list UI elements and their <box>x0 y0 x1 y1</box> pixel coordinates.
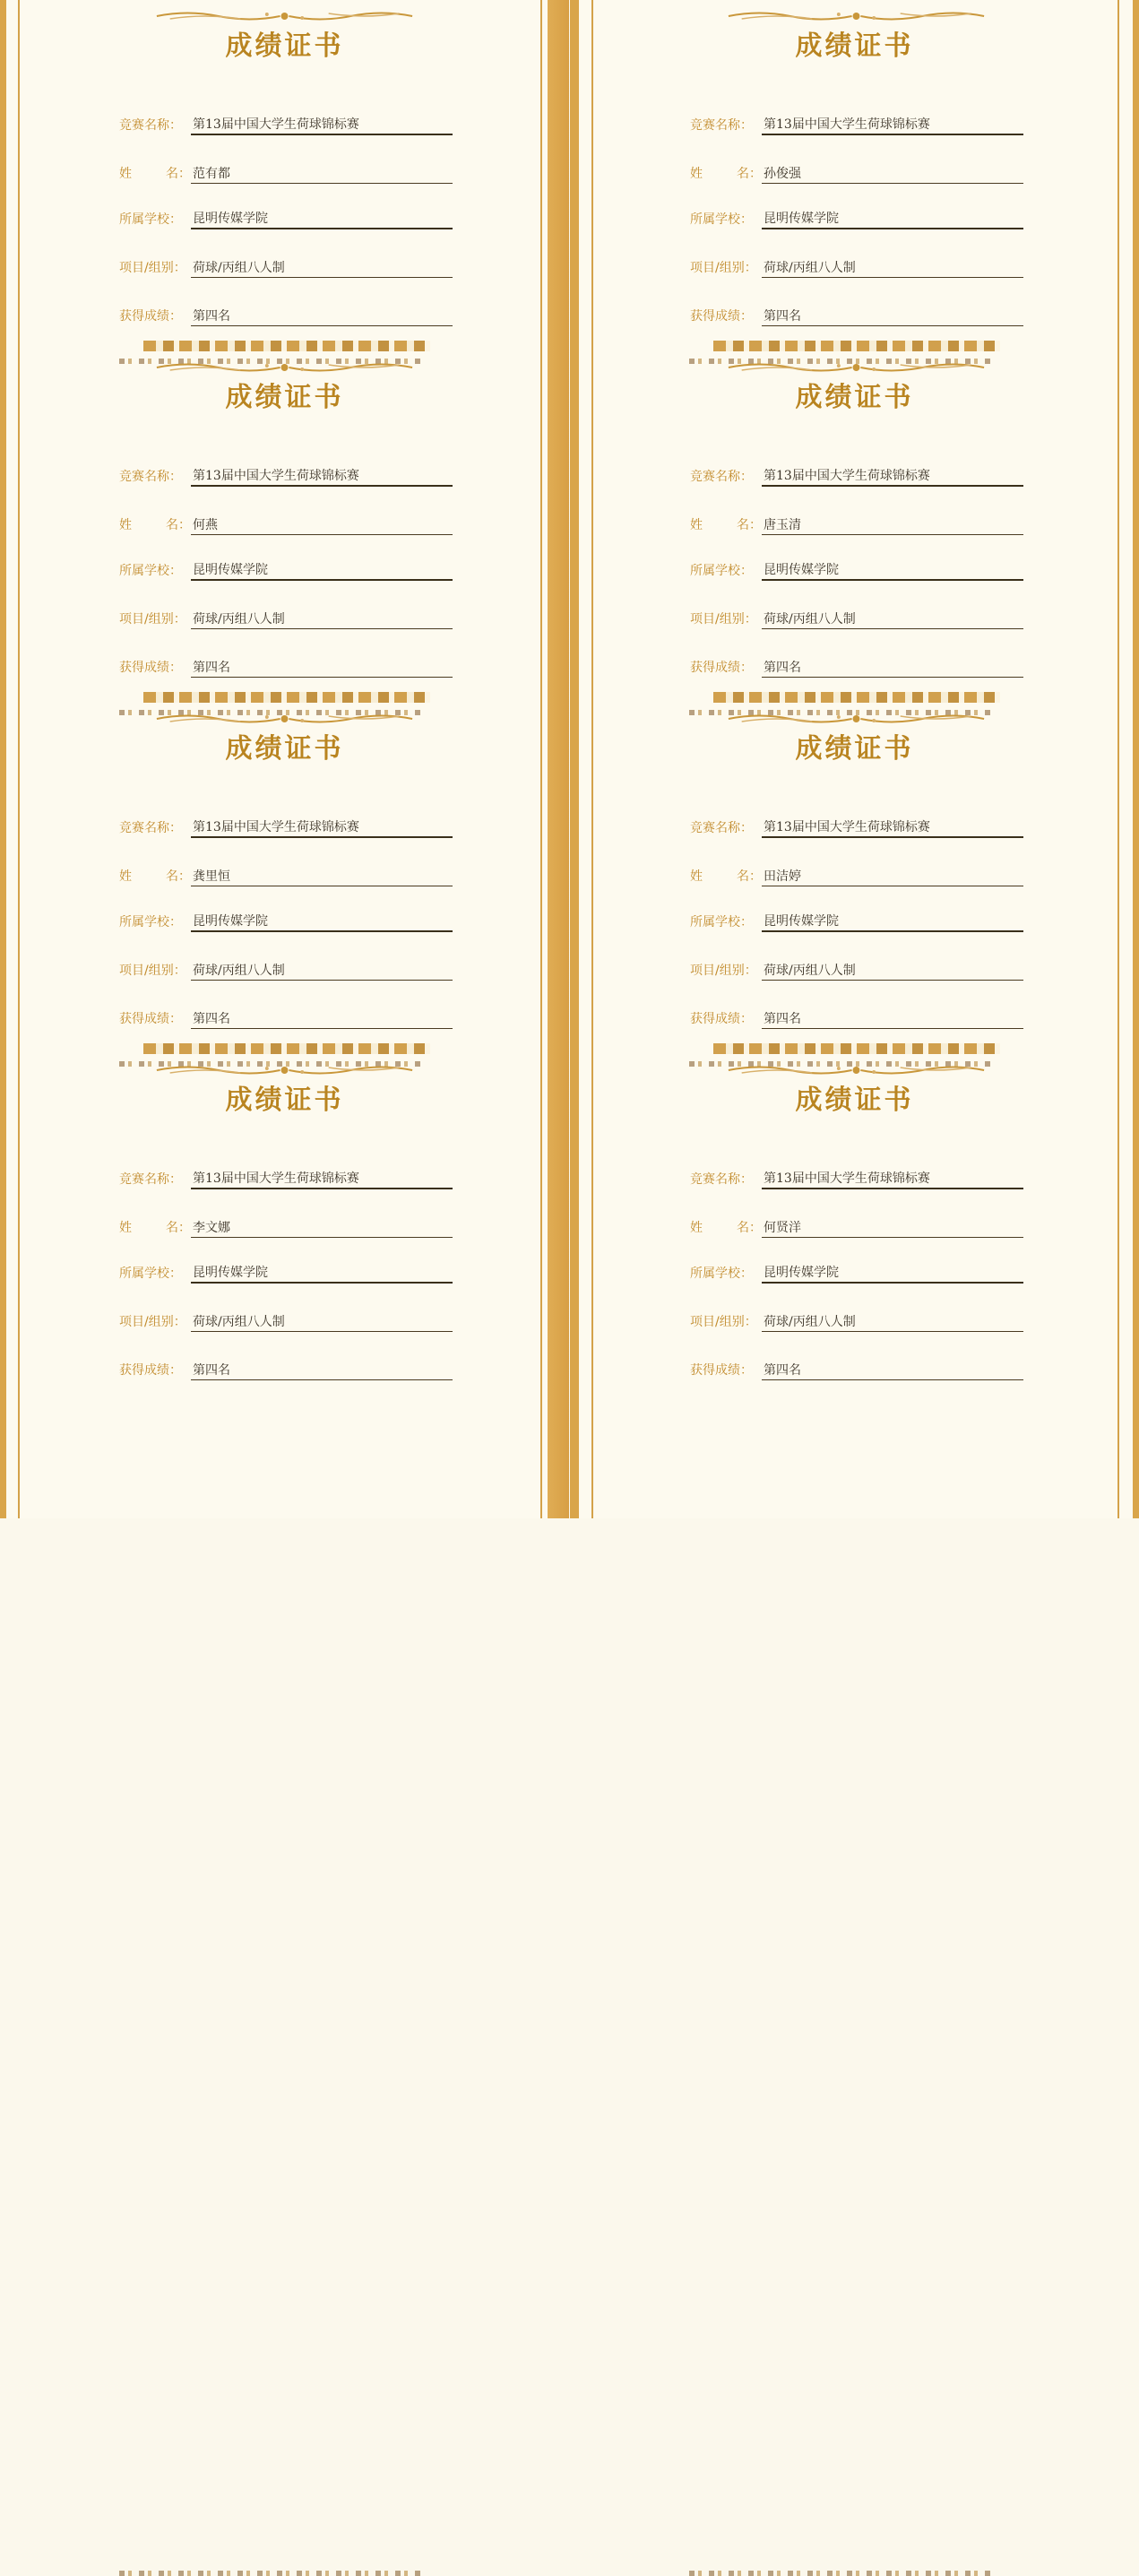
competition-value: 第13届中国大学生荷球锦标赛 <box>191 1169 453 1189</box>
event-row <box>690 609 1023 629</box>
event-row <box>119 609 453 629</box>
event-row <box>119 961 453 981</box>
event-value: 荷球/丙组八人制 <box>762 258 1023 278</box>
competition-row <box>119 1170 453 1189</box>
school-row <box>119 210 453 229</box>
competition-label: 竞赛名称： <box>119 1172 182 1187</box>
result-label: 获得成绩： <box>119 1012 182 1026</box>
school-value: 昆明传媒学院 <box>191 1263 453 1284</box>
event-value: 荷球/丙组八人制 <box>762 609 1023 629</box>
certificate-title: 成绩证书 <box>795 733 914 765</box>
name-label: 姓 名： <box>690 869 762 884</box>
event-row <box>690 1312 1023 1332</box>
certificate-title: 成绩证书 <box>795 382 914 413</box>
school-row <box>690 561 1023 581</box>
name-label: 姓 名： <box>690 167 762 181</box>
competition-row <box>690 467 1023 487</box>
result-value: 第四名 <box>762 1361 1023 1380</box>
certificate-title: 成绩证书 <box>795 1085 914 1116</box>
event-label: 项目/组别： <box>690 612 757 627</box>
ornament-flourish-icon <box>152 712 417 724</box>
certificate <box>0 344 569 724</box>
event-label: 项目/组别： <box>690 964 757 978</box>
header-banner-cropped <box>713 1043 1000 1059</box>
name-value: 李文娜 <box>191 1218 453 1238</box>
school-value: 昆明传媒学院 <box>762 560 1023 581</box>
event-label: 项目/组别： <box>119 612 186 627</box>
name-label: 姓 名： <box>119 1221 191 1235</box>
name-row <box>690 164 1023 184</box>
result-label: 获得成绩： <box>690 309 753 324</box>
name-label: 姓 名： <box>690 518 762 532</box>
header-banner-cropped <box>713 692 1000 708</box>
competition-row <box>690 818 1023 838</box>
competition-value: 第13届中国大学生荷球锦标赛 <box>191 466 453 487</box>
name-label: 姓 名： <box>690 1221 762 1235</box>
school-row <box>119 912 453 932</box>
name-row <box>119 1218 453 1238</box>
name-value: 龚里恒 <box>191 867 453 886</box>
school-row <box>119 561 453 581</box>
school-value: 昆明传媒学院 <box>762 912 1023 932</box>
result-label: 获得成绩： <box>690 1012 753 1026</box>
ornament-flourish-icon <box>152 9 417 22</box>
result-label: 获得成绩： <box>119 1363 182 1378</box>
event-value: 荷球/丙组八人制 <box>762 1312 1023 1332</box>
competition-label: 竞赛名称： <box>119 470 182 484</box>
ornament-flourish-icon <box>724 9 988 22</box>
name-value: 田洁婷 <box>762 867 1023 886</box>
result-label: 获得成绩： <box>690 1363 753 1378</box>
school-row <box>690 1264 1023 1284</box>
school-label: 所属学校： <box>690 212 753 227</box>
certificate-title: 成绩证书 <box>225 733 344 765</box>
competition-row <box>119 818 453 838</box>
certificate <box>570 1047 1139 1427</box>
certificate-title: 成绩证书 <box>225 382 344 413</box>
footer-line-cropped <box>689 2571 994 2576</box>
school-value: 昆明传媒学院 <box>762 209 1023 229</box>
certificate <box>570 0 1139 373</box>
school-label: 所属学校： <box>119 564 182 578</box>
event-value: 荷球/丙组八人制 <box>191 961 453 981</box>
name-value: 孙俊强 <box>762 164 1023 184</box>
school-value: 昆明传媒学院 <box>191 209 453 229</box>
name-label: 姓 名： <box>119 167 191 181</box>
result-value: 第四名 <box>191 1009 453 1029</box>
result-value: 第四名 <box>191 658 453 678</box>
school-label: 所属学校： <box>119 915 182 929</box>
event-row <box>690 961 1023 981</box>
event-label: 项目/组别： <box>690 261 757 275</box>
school-row <box>690 912 1023 932</box>
competition-row <box>119 116 453 135</box>
ornament-flourish-icon <box>724 1063 988 1076</box>
result-row <box>119 658 453 678</box>
event-label: 项目/组别： <box>690 1315 757 1329</box>
name-row <box>690 1218 1023 1238</box>
competition-value: 第13届中国大学生荷球锦标赛 <box>762 115 1023 135</box>
certificate <box>0 0 569 373</box>
result-value: 第四名 <box>191 307 453 326</box>
name-row <box>119 867 453 886</box>
name-row <box>119 515 453 535</box>
footer-line-cropped <box>119 2571 424 2576</box>
school-label: 所属学校： <box>119 1266 182 1281</box>
event-value: 荷球/丙组八人制 <box>762 961 1023 981</box>
school-value: 昆明传媒学院 <box>191 560 453 581</box>
competition-value: 第13届中国大学生荷球锦标赛 <box>762 1169 1023 1189</box>
school-row <box>690 210 1023 229</box>
event-value: 荷球/丙组八人制 <box>191 258 453 278</box>
certificate-title: 成绩证书 <box>225 1085 344 1116</box>
ornament-flourish-icon <box>152 360 417 373</box>
event-label: 项目/组别： <box>119 1315 186 1329</box>
name-row <box>119 164 453 184</box>
name-value: 何燕 <box>191 515 453 535</box>
event-row <box>119 1312 453 1332</box>
competition-label: 竞赛名称： <box>690 470 753 484</box>
competition-row <box>690 1170 1023 1189</box>
competition-label: 竞赛名称： <box>690 118 753 133</box>
competition-value: 第13届中国大学生荷球锦标赛 <box>191 817 453 838</box>
school-label: 所属学校： <box>690 915 753 929</box>
certificate-title: 成绩证书 <box>225 30 344 62</box>
result-label: 获得成绩： <box>690 661 753 675</box>
competition-value: 第13届中国大学生荷球锦标赛 <box>762 817 1023 838</box>
event-label: 项目/组别： <box>119 261 186 275</box>
certificate <box>0 696 569 1076</box>
result-row <box>119 1361 453 1380</box>
result-label: 获得成绩： <box>119 661 182 675</box>
result-value: 第四名 <box>191 1361 453 1380</box>
header-banner-cropped <box>143 1043 430 1059</box>
result-row <box>119 1009 453 1029</box>
event-value: 荷球/丙组八人制 <box>191 1312 453 1332</box>
event-row <box>119 258 453 278</box>
school-row <box>119 1264 453 1284</box>
competition-label: 竞赛名称： <box>119 821 182 835</box>
competition-row <box>119 467 453 487</box>
certificate <box>0 1047 569 1427</box>
competition-label: 竞赛名称： <box>119 118 182 133</box>
competition-value: 第13届中国大学生荷球锦标赛 <box>762 466 1023 487</box>
certificate <box>570 696 1139 1076</box>
name-value: 何贤洋 <box>762 1218 1023 1238</box>
certificate-title: 成绩证书 <box>795 30 914 62</box>
school-label: 所属学校： <box>690 564 753 578</box>
result-value: 第四名 <box>762 658 1023 678</box>
competition-row <box>690 116 1023 135</box>
school-label: 所属学校： <box>119 212 182 227</box>
name-row <box>690 515 1023 535</box>
competition-value: 第13届中国大学生荷球锦标赛 <box>191 115 453 135</box>
name-value: 唐玉清 <box>762 515 1023 535</box>
event-label: 项目/组别： <box>119 964 186 978</box>
header-banner-cropped <box>143 341 430 357</box>
name-label: 姓 名： <box>119 869 191 884</box>
result-row <box>690 307 1023 326</box>
name-row <box>690 867 1023 886</box>
ornament-flourish-icon <box>152 1063 417 1076</box>
event-value: 荷球/丙组八人制 <box>191 609 453 629</box>
result-row <box>690 658 1023 678</box>
certificate-column-left <box>0 0 569 1518</box>
name-label: 姓 名： <box>119 518 191 532</box>
header-banner-cropped <box>713 341 1000 357</box>
name-value: 范有都 <box>191 164 453 184</box>
ornament-flourish-icon <box>724 712 988 724</box>
school-value: 昆明传媒学院 <box>762 1263 1023 1284</box>
certificate-column-right <box>570 0 1139 1518</box>
result-row <box>690 1361 1023 1380</box>
competition-label: 竞赛名称： <box>690 821 753 835</box>
header-banner-cropped <box>143 692 430 708</box>
competition-label: 竞赛名称： <box>690 1172 753 1187</box>
result-value: 第四名 <box>762 307 1023 326</box>
result-value: 第四名 <box>762 1009 1023 1029</box>
event-row <box>690 258 1023 278</box>
school-value: 昆明传媒学院 <box>191 912 453 932</box>
ornament-flourish-icon <box>724 360 988 373</box>
result-row <box>690 1009 1023 1029</box>
certificate <box>570 344 1139 724</box>
result-row <box>119 307 453 326</box>
school-label: 所属学校： <box>690 1266 753 1281</box>
result-label: 获得成绩： <box>119 309 182 324</box>
